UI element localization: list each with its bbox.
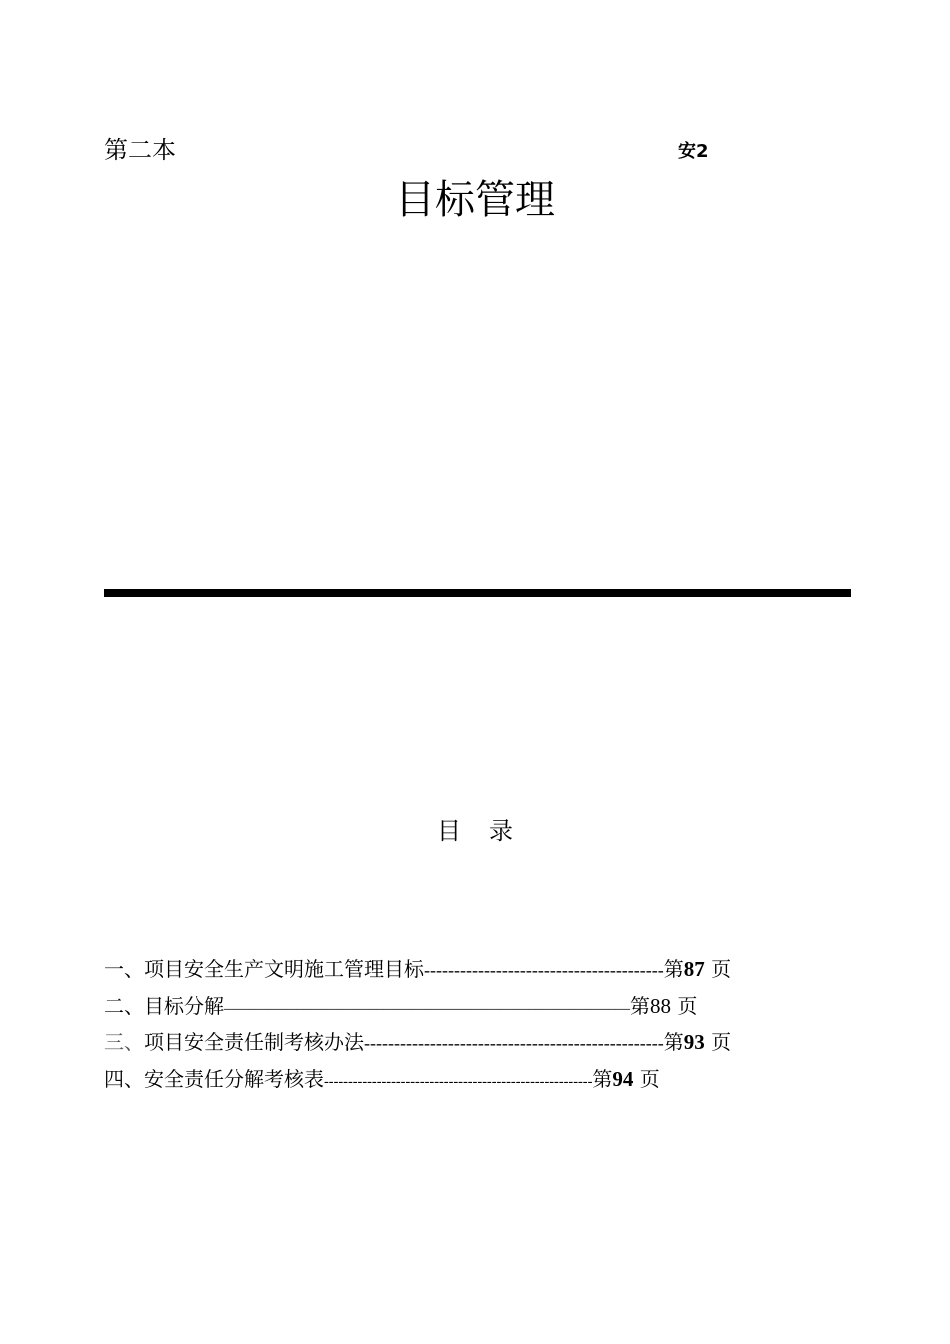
toc-item-page-prefix: 第 xyxy=(663,957,684,981)
toc-item-page: 94 xyxy=(612,1067,634,1091)
toc-item-page-prefix: 第 xyxy=(592,1067,613,1091)
toc-item-leader: ---------------------------------------- xyxy=(424,960,664,980)
toc-item-page: 87 xyxy=(683,957,705,981)
toc-item xyxy=(104,1028,731,1057)
toc-item-number: 一、 xyxy=(104,957,144,981)
toc-item-page: 93 xyxy=(683,1030,705,1054)
toc-item-page-prefix: 第 xyxy=(663,1030,684,1054)
document-code: 安2 xyxy=(678,141,709,162)
toc-item xyxy=(104,992,697,1023)
toc-item-number: 二、 xyxy=(104,994,144,1018)
toc-item-leader: –––––––––––––––––––––––––––––––––––––––––––––––––––––––– xyxy=(224,1001,630,1017)
toc-item xyxy=(104,955,731,984)
toc-item-number: 四、 xyxy=(104,1067,144,1091)
page-title: 目标管理 xyxy=(395,177,555,223)
divider-rule xyxy=(104,589,851,597)
toc-item xyxy=(104,1065,660,1096)
toc-item-label: 目标分解 xyxy=(144,994,224,1018)
toc-heading: 目录 xyxy=(437,817,541,845)
toc-item-page-suffix: 页 xyxy=(639,1067,660,1091)
volume-label: 第二本 xyxy=(104,136,176,164)
toc-item-leader: -------------------------------------------------------- xyxy=(324,1074,593,1090)
toc-item-page-prefix: 第 xyxy=(630,994,650,1018)
toc-item-number: 三、 xyxy=(104,1030,144,1054)
toc-item-page-suffix: 页 xyxy=(711,957,732,981)
toc-item-page-suffix: 页 xyxy=(711,1030,732,1054)
toc-item-leader: -------------------------------------------------- xyxy=(364,1033,664,1053)
toc-item-label: 安全责任分解考核表 xyxy=(144,1067,324,1091)
toc-item-page-suffix: 页 xyxy=(677,994,698,1018)
toc-item-label: 项目安全责任制考核办法 xyxy=(144,1030,364,1054)
toc-item-page: 88 xyxy=(650,994,671,1018)
toc-item-label: 项目安全生产文明施工管理目标 xyxy=(144,957,424,981)
